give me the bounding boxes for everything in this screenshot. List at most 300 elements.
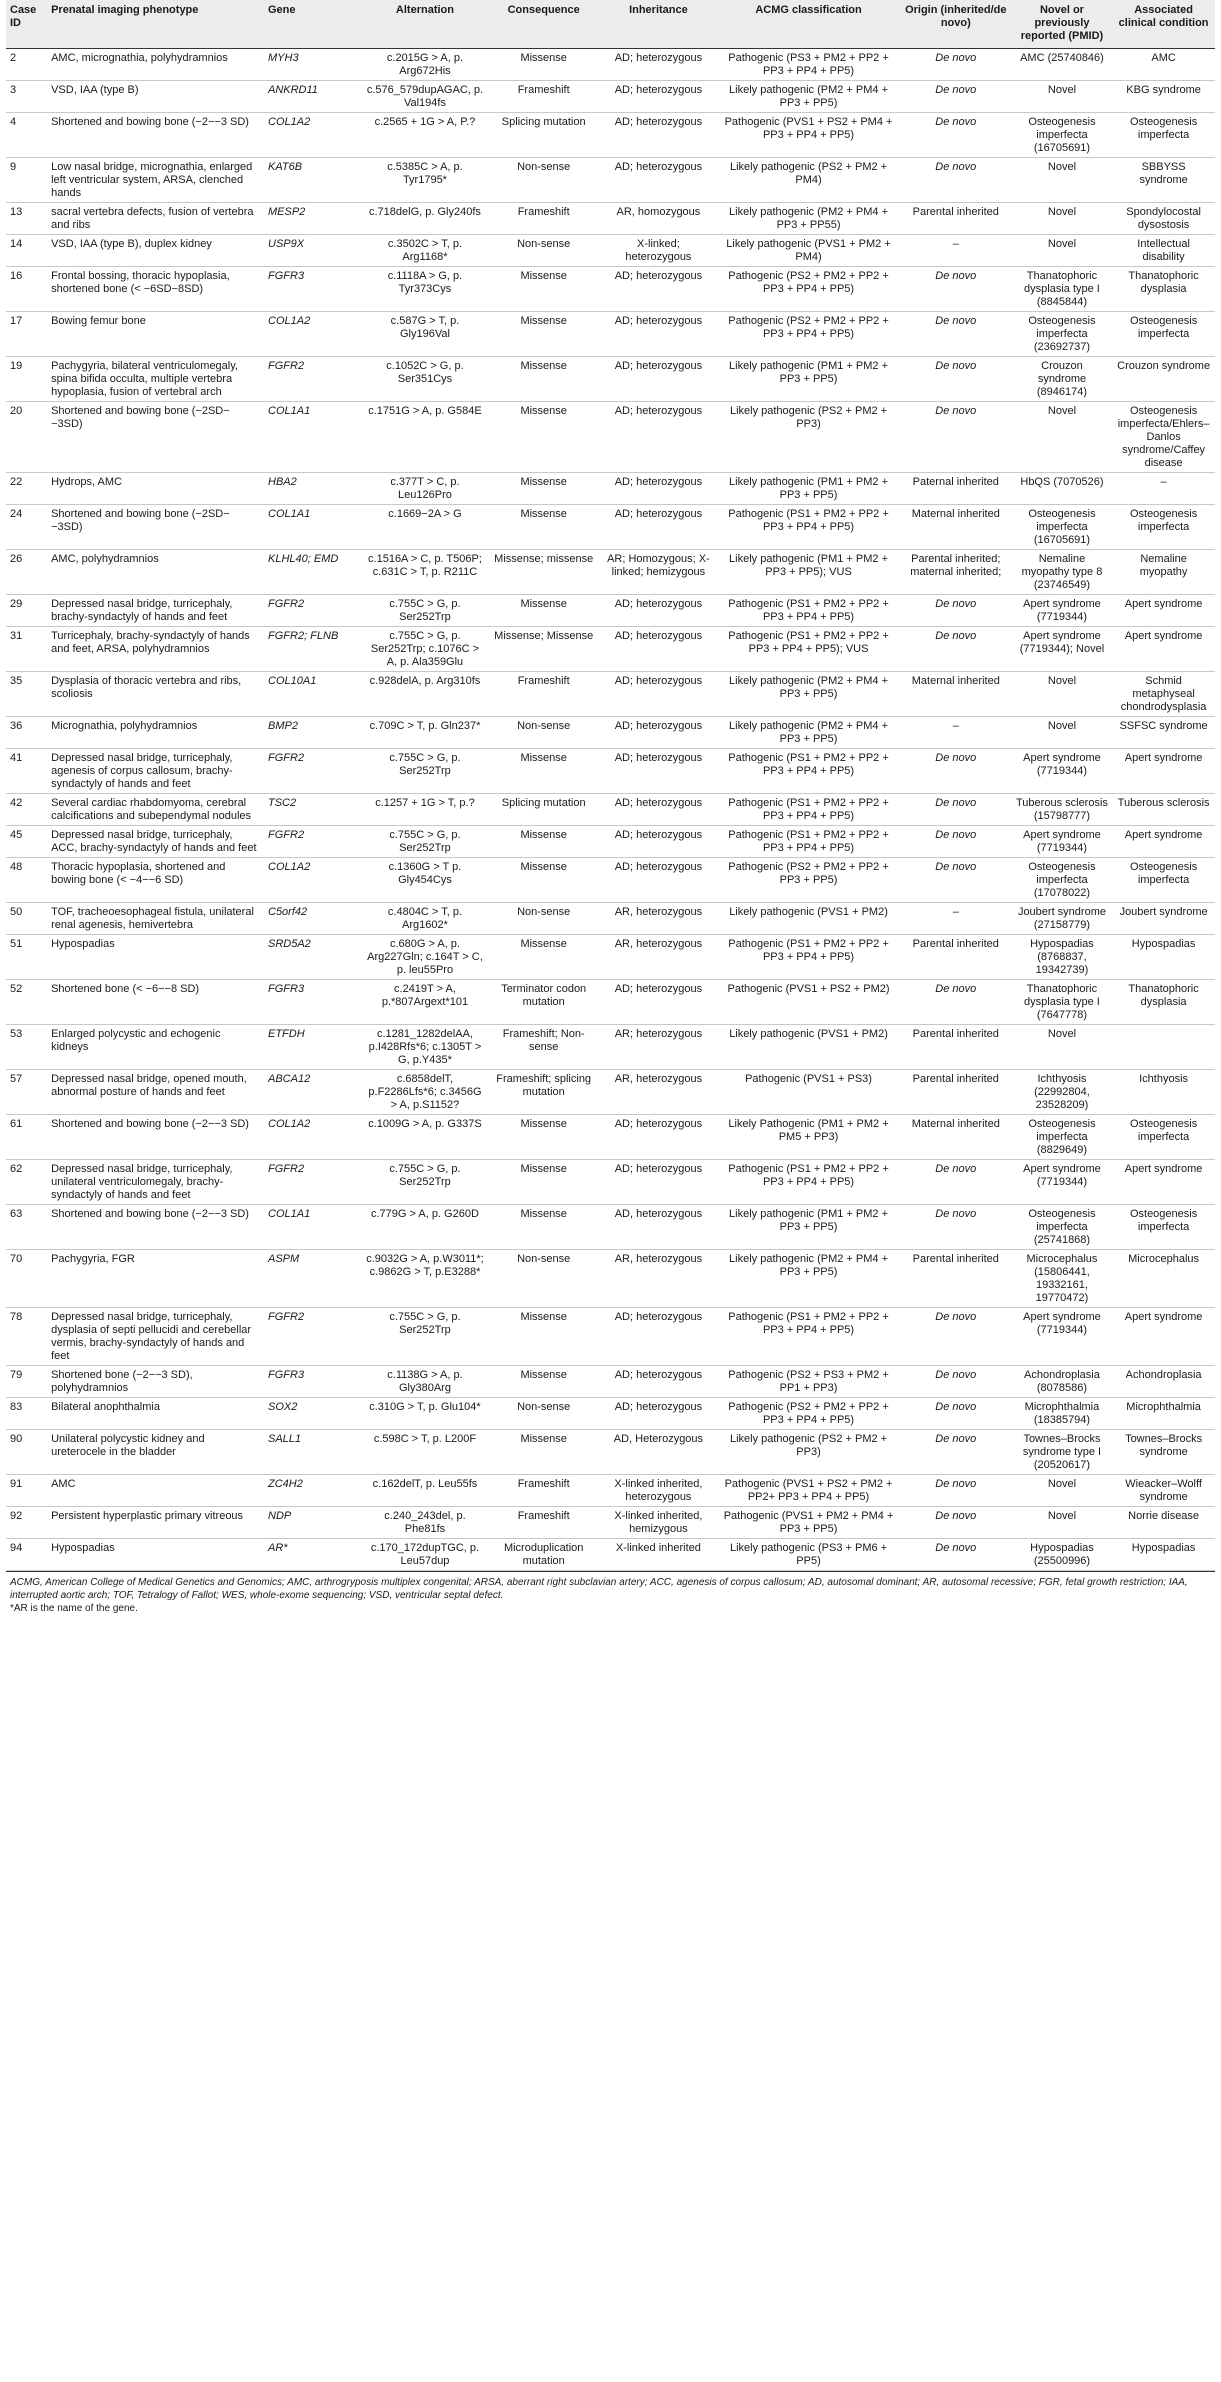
cell-phenotype: Enlarged polycystic and echogenic kidneys [47,1025,264,1070]
cell-origin: De novo [900,158,1012,203]
table-row [6,357,1215,402]
cell-case-id: 50 [6,903,47,935]
cell-case-id: 42 [6,794,47,826]
cell-origin: – [900,717,1012,749]
cell-inheritance: AD; heterozygous [600,473,718,505]
cell-novel: Ichthyosis (22992804, 23528209) [1012,1070,1112,1115]
cell-inheritance: X-linked inherited [600,1539,718,1571]
cell-phenotype: Several cardiac rhabdomyoma, cerebral calcifications and subependymal nodules [47,794,264,826]
cell-alternation: c.240_243del, p. Phe81fs [362,1507,488,1539]
cell-alternation: c.709C > T, p. Gln237* [362,717,488,749]
cell-alternation: c.755C > G, p. Ser252Trp [362,1308,488,1366]
cell-clinical: Apert syndrome [1112,627,1215,672]
cell-origin: De novo [900,1430,1012,1475]
cell-consequence: Frameshift; splicing mutation [488,1070,600,1115]
cell-alternation: c.1751G > A, p. G584E [362,402,488,473]
cell-gene: FGFR2 [264,357,362,402]
cell-case-id: 53 [6,1025,47,1070]
cell-gene: C5orf42 [264,903,362,935]
cell-novel: Joubert syndrome (27158779) [1012,903,1112,935]
cell-consequence: Non-sense [488,1250,600,1308]
cell-case-id: 17 [6,312,47,357]
cell-case-id: 13 [6,203,47,235]
cell-clinical: Apert syndrome [1112,595,1215,627]
cell-acmg: Likely pathogenic (PVS1 + PM2) [717,903,900,935]
cell-origin: De novo [900,826,1012,858]
cell-novel: Nemaline myopathy type 8 (23746549) [1012,550,1112,595]
cell-consequence: Missense [488,267,600,312]
cell-inheritance: AD; heterozygous [600,826,718,858]
cell-phenotype: AMC, micrognathia, polyhydramnios [47,49,264,81]
cell-clinical: Ichthyosis [1112,1070,1215,1115]
cell-acmg: Likely pathogenic (PM2 + PM4 + PP3 + PP55) [717,203,900,235]
cell-clinical [1112,1025,1215,1070]
cell-clinical: AMC [1112,49,1215,81]
table-row [6,595,1215,627]
cell-case-id: 14 [6,235,47,267]
cell-case-id: 36 [6,717,47,749]
table-row [6,935,1215,980]
cell-gene: COL1A2 [264,113,362,158]
cell-novel: Apert syndrome (7719344) [1012,826,1112,858]
cell-case-id: 26 [6,550,47,595]
cell-novel: Osteogenesis imperfecta (16705691) [1012,505,1112,550]
cell-gene: FGFR3 [264,1366,362,1398]
cell-consequence: Missense [488,1205,600,1250]
cell-case-id: 94 [6,1539,47,1571]
cell-alternation: c.1281_1282delAA, p.I428Rfs*6; c.1305T > G, p.Y435* [362,1025,488,1070]
cell-alternation: c.755C > G, p. Ser252Trp [362,1160,488,1205]
table-row [6,717,1215,749]
cell-acmg: Likely pathogenic (PM2 + PM4 + PP3 + PP5) [717,672,900,717]
cell-gene: SALL1 [264,1430,362,1475]
cell-inheritance: AD; heterozygous [600,312,718,357]
cell-novel: Crouzon syndrome (8946174) [1012,357,1112,402]
cell-gene: FGFR2; FLNB [264,627,362,672]
cell-gene: KLHL40; EMD [264,550,362,595]
cell-clinical: Wieacker–Wolff syndrome [1112,1475,1215,1507]
cell-alternation: c.1360G > T p. Gly454Cys [362,858,488,903]
cell-consequence: Frameshift [488,1507,600,1539]
cell-case-id: 52 [6,980,47,1025]
cell-novel: Novel [1012,1475,1112,1507]
cell-inheritance: AD; heterozygous [600,672,718,717]
cell-case-id: 63 [6,1205,47,1250]
cell-origin: Parental inherited; maternal inherited; [900,550,1012,595]
cell-acmg: Pathogenic (PS2 + PM2 + PP2 + PP3 + PP4 + PP5) [717,312,900,357]
cell-inheritance: AD; heterozygous [600,1115,718,1160]
cell-phenotype: Shortened and bowing bone (−2−−3 SD) [47,113,264,158]
cell-case-id: 35 [6,672,47,717]
cell-novel: Novel [1012,81,1112,113]
table-row [6,627,1215,672]
cell-phenotype: Unilateral polycystic kidney and ureterocele in the bladder [47,1430,264,1475]
table-row [6,1507,1215,1539]
cell-origin: De novo [900,1507,1012,1539]
cell-phenotype: TOF, tracheoesophageal fistula, unilateral renal agenesis, hemivertebra [47,903,264,935]
cell-gene: AR* [264,1539,362,1571]
cell-origin: Parental inherited [900,1070,1012,1115]
cell-clinical: Thanatophoric dysplasia [1112,980,1215,1025]
cell-inheritance: AD; heterozygous [600,49,718,81]
cell-novel: Osteogenesis imperfecta (25741868) [1012,1205,1112,1250]
cell-clinical: SBBYSS syndrome [1112,158,1215,203]
cell-clinical: Osteogenesis imperfecta [1112,1115,1215,1160]
table-row [6,235,1215,267]
cell-alternation: c.598C > T, p. L200F [362,1430,488,1475]
cell-phenotype: Shortened and bowing bone (−2SD−−3SD) [47,402,264,473]
cell-acmg: Pathogenic (PS1 + PM2 + PP2 + PP3 + PP4 + PP5) [717,505,900,550]
cell-consequence: Missense [488,935,600,980]
cell-origin: Maternal inherited [900,505,1012,550]
cell-acmg: Pathogenic (PVS1 + PS2 + PM4 + PP3 + PP4 + PP5) [717,113,900,158]
cell-novel: Novel [1012,203,1112,235]
cell-phenotype: Turricephaly, brachy-syndactyly of hands and feet, ARSA, polyhydramnios [47,627,264,672]
table-row [6,402,1215,473]
cell-inheritance: AR, heterozygous [600,1250,718,1308]
cell-origin: De novo [900,980,1012,1025]
cell-inheritance: AD; heterozygous [600,858,718,903]
cell-inheritance: AD; heterozygous [600,158,718,203]
cell-consequence: Missense [488,826,600,858]
cell-acmg: Likely pathogenic (PVS1 + PM2 + PM4) [717,235,900,267]
cell-phenotype: sacral vertebra defects, fusion of vertebra and ribs [47,203,264,235]
cell-gene: FGFR2 [264,595,362,627]
cell-novel: Microphthalmia (18385794) [1012,1398,1112,1430]
cell-alternation: c.310G > T, p. Glu104* [362,1398,488,1430]
cell-case-id: 20 [6,402,47,473]
cell-consequence: Missense [488,402,600,473]
cell-consequence: Frameshift; Non-sense [488,1025,600,1070]
table-row [6,1025,1215,1070]
cell-consequence: Missense [488,1160,600,1205]
cell-alternation: c.755C > G, p. Ser252Trp [362,749,488,794]
cell-phenotype: Hydrops, AMC [47,473,264,505]
cell-consequence: Missense [488,1115,600,1160]
cell-phenotype: Frontal bossing, thoracic hypoplasia, shortened bone (< −6SD−8SD) [47,267,264,312]
cell-phenotype: Dysplasia of thoracic vertebra and ribs, scoliosis [47,672,264,717]
cell-inheritance: AR, heterozygous [600,935,718,980]
cell-acmg: Likely pathogenic (PM1 + PM2 + PP3 + PP5); VUS [717,550,900,595]
cell-consequence: Non-sense [488,158,600,203]
cell-alternation: c.928delA, p. Arg310fs [362,672,488,717]
cell-gene: SRD5A2 [264,935,362,980]
cell-alternation: c.1669−2A > G [362,505,488,550]
cell-origin: De novo [900,1205,1012,1250]
cell-phenotype: Depressed nasal bridge, turricephaly, unilateral ventriculomegaly, brachy-syndactyly of hands and feet [47,1160,264,1205]
cell-origin: De novo [900,858,1012,903]
cell-phenotype: Depressed nasal bridge, turricephaly, dysplasia of septi pellucidi and cerebellar vermis, brachy-syndactyly of hands and feet [47,1308,264,1366]
cell-inheritance: AD; heterozygous [600,717,718,749]
cell-clinical: Tuberous sclerosis [1112,794,1215,826]
cell-origin: De novo [900,267,1012,312]
cell-clinical: Osteogenesis imperfecta [1112,858,1215,903]
cell-case-id: 29 [6,595,47,627]
cell-case-id: 16 [6,267,47,312]
cell-novel: Novel [1012,1507,1112,1539]
cell-case-id: 91 [6,1475,47,1507]
cell-acmg: Likely pathogenic (PM1 + PM2 + PP3 + PP5) [717,357,900,402]
cell-phenotype: Shortened bone (−2−−3 SD), polyhydramnios [47,1366,264,1398]
cell-novel: Tuberous sclerosis (15798777) [1012,794,1112,826]
cell-consequence: Non-sense [488,1398,600,1430]
cell-acmg: Pathogenic (PS1 + PM2 + PP2 + PP3 + PP4 + PP5); VUS [717,627,900,672]
cell-acmg: Likely pathogenic (PS2 + PM2 + PP3) [717,402,900,473]
cell-case-id: 48 [6,858,47,903]
cell-consequence: Missense [488,858,600,903]
cell-novel: Hypospadias (25500996) [1012,1539,1112,1571]
cell-consequence: Splicing mutation [488,794,600,826]
cell-alternation: c.576_579dupAGAC, p. Val194fs [362,81,488,113]
header-phenotype: Prenatal imaging phenotype [47,0,264,49]
cell-acmg: Pathogenic (PVS1 + PS2 + PM2) [717,980,900,1025]
cell-case-id: 41 [6,749,47,794]
cell-clinical: Hypospadias [1112,935,1215,980]
header-novel: Novel or previously reported (PMID) [1012,0,1112,49]
cell-origin: De novo [900,627,1012,672]
cell-consequence: Missense [488,595,600,627]
table-row [6,203,1215,235]
cell-alternation: c.9032G > A, p.W3011*; c.9862G > T, p.E3288* [362,1250,488,1308]
cell-clinical: Intellectual disability [1112,235,1215,267]
table-row [6,1475,1215,1507]
table-row [6,158,1215,203]
table-row [6,1539,1215,1571]
cell-clinical: Spondylocostal dysostosis [1112,203,1215,235]
cell-novel: Microcephalus (15806441, 19332161, 19770472) [1012,1250,1112,1308]
cell-gene: ABCA12 [264,1070,362,1115]
cell-consequence: Non-sense [488,235,600,267]
cell-acmg: Pathogenic (PS1 + PM2 + PP2 + PP3 + PP4 + PP5) [717,935,900,980]
cell-clinical: Osteogenesis imperfecta/Ehlers–Danlos syndrome/Caffey disease [1112,402,1215,473]
cell-novel: Novel [1012,235,1112,267]
cell-inheritance: X-linked; heterozygous [600,235,718,267]
cell-alternation: c.755C > G, p. Ser252Trp; c.1076C > A, p. Ala359Glu [362,627,488,672]
table-row [6,550,1215,595]
cell-inheritance: AD; heterozygous [600,267,718,312]
cell-origin: Parental inherited [900,203,1012,235]
cell-acmg: Likely pathogenic (PVS1 + PM2) [717,1025,900,1070]
cell-novel: Osteogenesis imperfecta (17078022) [1012,858,1112,903]
cell-alternation: c.1138G > A, p. Gly380Arg [362,1366,488,1398]
cell-novel: Novel [1012,1025,1112,1070]
cell-consequence: Terminator codon mutation [488,980,600,1025]
cell-gene: COL1A1 [264,1205,362,1250]
cell-gene: KAT6B [264,158,362,203]
cell-phenotype: Hypospadias [47,1539,264,1571]
cell-origin: Parental inherited [900,935,1012,980]
cell-phenotype: VSD, IAA (type B), duplex kidney [47,235,264,267]
cell-novel: Thanatophoric dysplasia type I (7647778) [1012,980,1112,1025]
cell-origin: De novo [900,595,1012,627]
table-row [6,1308,1215,1366]
cell-origin: De novo [900,749,1012,794]
cell-origin: De novo [900,1160,1012,1205]
cell-origin: De novo [900,1398,1012,1430]
table-row [6,858,1215,903]
cell-origin: De novo [900,402,1012,473]
cell-case-id: 3 [6,81,47,113]
cell-acmg: Pathogenic (PS1 + PM2 + PP2 + PP3 + PP4 + PP5) [717,1160,900,1205]
cell-alternation: c.1257 + 1G > T, p.? [362,794,488,826]
cell-acmg: Pathogenic (PVS1 + PS3) [717,1070,900,1115]
cell-gene: COL1A1 [264,505,362,550]
cell-alternation: c.6858delT, p.F2286Lfs*6; c.3456G > A, p.S1152? [362,1070,488,1115]
cell-clinical: Schmid metaphyseal chondrodysplasia [1112,672,1215,717]
cell-case-id: 61 [6,1115,47,1160]
cell-novel: Apert syndrome (7719344) [1012,1160,1112,1205]
cell-consequence: Missense [488,1430,600,1475]
cell-origin: De novo [900,794,1012,826]
table-row [6,1160,1215,1205]
cell-origin: De novo [900,1539,1012,1571]
cell-acmg: Likely pathogenic (PM1 + PM2 + PP3 + PP5) [717,473,900,505]
cell-gene: COL1A1 [264,402,362,473]
cell-clinical: Achondroplasia [1112,1366,1215,1398]
table-row [6,794,1215,826]
cell-inheritance: AD; heterozygous [600,357,718,402]
header-inheritance: Inheritance [600,0,718,49]
cell-gene: COL1A2 [264,858,362,903]
cell-origin: De novo [900,357,1012,402]
cell-consequence: Missense [488,49,600,81]
cell-clinical: SSFSC syndrome [1112,717,1215,749]
cell-inheritance: AD; heterozygous [600,1160,718,1205]
cell-acmg: Pathogenic (PS2 + PS3 + PM2 + PP1 + PP3) [717,1366,900,1398]
cell-inheritance: X-linked inherited, heterozygous [600,1475,718,1507]
cell-acmg: Likely pathogenic (PM2 + PM4 + PP3 + PP5) [717,81,900,113]
cell-novel: Osteogenesis imperfecta (23692737) [1012,312,1112,357]
table-footnotes [6,1571,1215,1615]
cell-clinical: Osteogenesis imperfecta [1112,113,1215,158]
cell-acmg: Pathogenic (PS2 + PM2 + PP2 + PP3 + PP5) [717,858,900,903]
cell-consequence: Frameshift [488,1475,600,1507]
cell-novel: Apert syndrome (7719344) [1012,749,1112,794]
cell-clinical: Microphthalmia [1112,1398,1215,1430]
cell-case-id: 22 [6,473,47,505]
cell-phenotype: Shortened and bowing bone (−2−−3 SD) [47,1115,264,1160]
cell-consequence: Missense [488,357,600,402]
cell-inheritance: AD; heterozygous [600,595,718,627]
cell-phenotype: Depressed nasal bridge, turricephaly, agenesis of corpus callosum, brachy-syndactyly of hands and feet [47,749,264,794]
cell-consequence: Missense; missense [488,550,600,595]
table-row [6,903,1215,935]
cell-case-id: 62 [6,1160,47,1205]
footnote-abbreviations: ACMG, American College of Medical Genetics and Genomics; AMC, arthrogryposis multiplex congenital; ARSA, aberrant right subclavian artery; ACC, agenesis of corpus callosum; AD, autosomal dominant; AR, autosomal recessive; FGR, fetal growth restriction; IAA, interrupted aortic arch; TOF, Tetralogy of Fallot; WES, whole-exome sequencing; VSD, ventricular septal defect. [10,1577,1188,1601]
cell-phenotype: VSD, IAA (type B) [47,81,264,113]
cell-origin: De novo [900,312,1012,357]
table-row [6,1366,1215,1398]
cell-inheritance: AD; heterozygous [600,1366,718,1398]
cell-clinical: Microcephalus [1112,1250,1215,1308]
cell-origin: – [900,235,1012,267]
cell-alternation: c.162delT, p. Leu55fs [362,1475,488,1507]
cell-clinical: Apert syndrome [1112,749,1215,794]
cell-clinical: Osteogenesis imperfecta [1112,312,1215,357]
cell-case-id: 2 [6,49,47,81]
cell-gene: COL1A2 [264,1115,362,1160]
cell-inheritance: AR; Homozygous; X-linked; hemizygous [600,550,718,595]
cell-alternation: c.5385C > A, p. Tyr1795* [362,158,488,203]
cell-gene: SOX2 [264,1398,362,1430]
cell-gene: NDP [264,1507,362,1539]
cell-clinical: Norrie disease [1112,1507,1215,1539]
cell-origin: De novo [900,1475,1012,1507]
cell-consequence: Frameshift [488,203,600,235]
cell-alternation: c.587G > T, p. Gly196Val [362,312,488,357]
table-row [6,473,1215,505]
cell-novel: Apert syndrome (7719344) [1012,1308,1112,1366]
cell-gene: FGFR2 [264,749,362,794]
cell-alternation: c.1052C > G, p. Ser351Cys [362,357,488,402]
cell-case-id: 24 [6,505,47,550]
cell-clinical: Apert syndrome [1112,826,1215,858]
cell-acmg: Pathogenic (PS1 + PM2 + PP2 + PP3 + PP4 + PP5) [717,826,900,858]
cell-case-id: 19 [6,357,47,402]
cell-inheritance: AD, heterozygous [600,1205,718,1250]
cell-gene: HBA2 [264,473,362,505]
cell-acmg: Pathogenic (PVS1 + PM2 + PM4 + PP3 + PP5) [717,1507,900,1539]
cell-alternation: c.170_172dupTGC, p. Leu57dup [362,1539,488,1571]
cell-phenotype: Thoracic hypoplasia, shortened and bowing bone (< −4−−6 SD) [47,858,264,903]
cell-gene: ANKRD11 [264,81,362,113]
cell-alternation: c.1009G > A, p. G337S [362,1115,488,1160]
cell-novel: Apert syndrome (7719344) [1012,595,1112,627]
cell-acmg: Likely pathogenic (PS3 + PM6 + PP5) [717,1539,900,1571]
cell-acmg: Likely pathogenic (PM2 + PM4 + PP3 + PP5) [717,717,900,749]
cell-case-id: 70 [6,1250,47,1308]
cell-inheritance: AD; heterozygous [600,794,718,826]
table-row [6,81,1215,113]
table-row [6,312,1215,357]
table-row [6,113,1215,158]
cell-consequence: Frameshift [488,672,600,717]
cell-clinical: KBG syndrome [1112,81,1215,113]
table-header [6,0,1215,49]
cell-inheritance: AD; heterozygous [600,113,718,158]
cell-case-id: 78 [6,1308,47,1366]
cell-consequence: Missense [488,473,600,505]
cell-alternation: c.1118A > G, p. Tyr373Cys [362,267,488,312]
cell-alternation: c.779G > A, p. G260D [362,1205,488,1250]
cell-consequence: Frameshift [488,81,600,113]
cell-gene: FGFR3 [264,980,362,1025]
cell-gene: FGFR3 [264,267,362,312]
table-body [6,49,1215,1571]
cell-origin: Maternal inherited [900,672,1012,717]
cell-inheritance: AD; heterozygous [600,402,718,473]
cell-acmg: Likely pathogenic (PM2 + PM4 + PP3 + PP5) [717,1250,900,1308]
cell-consequence: Splicing mutation [488,113,600,158]
cell-gene: FGFR2 [264,826,362,858]
cell-case-id: 57 [6,1070,47,1115]
cell-inheritance: AD; heterozygous [600,505,718,550]
cell-case-id: 45 [6,826,47,858]
table-row [6,1398,1215,1430]
cell-case-id: 9 [6,158,47,203]
cell-clinical: Townes–Brocks syndrome [1112,1430,1215,1475]
cell-clinical: Apert syndrome [1112,1308,1215,1366]
cell-novel: Novel [1012,158,1112,203]
cell-inheritance: AD; heterozygous [600,627,718,672]
cell-alternation: c.755C > G, p. Ser252Trp [362,826,488,858]
cell-case-id: 31 [6,627,47,672]
cell-alternation: c.718delG, p. Gly240fs [362,203,488,235]
cell-phenotype: Depressed nasal bridge, turricephaly, brachy-syndactyly of hands and feet [47,595,264,627]
cell-alternation: c.755C > G, p. Ser252Trp [362,595,488,627]
cell-consequence: Missense [488,1366,600,1398]
cell-gene: FGFR2 [264,1160,362,1205]
